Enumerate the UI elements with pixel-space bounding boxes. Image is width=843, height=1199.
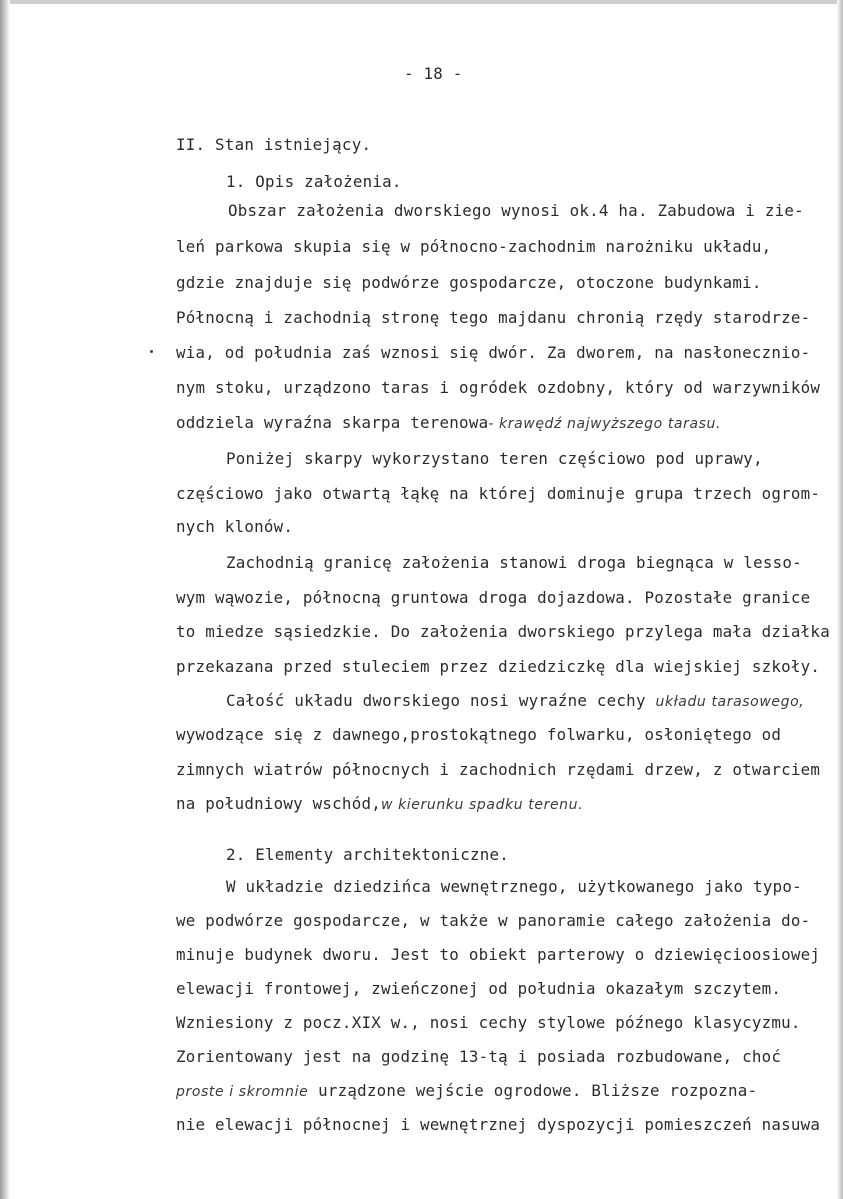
margin-dot	[150, 350, 153, 353]
text-line: nie elewacji północnej i wewnętrznej dyspozycji pomieszczeń nasuwa	[176, 1115, 821, 1134]
typed-text: na południowy wschód,	[176, 794, 381, 813]
text-line: Poniżej skarpy wykorzystano teren częściowo pod uprawy,	[226, 449, 763, 468]
typed-text: urządzone wejście ogrodowe. Bliższe rozpozna-	[318, 1081, 758, 1100]
handwritten-annotation: - krawędź najwyższego tarasu.	[488, 416, 722, 432]
text-line: przekazana przed stuleciem przez dziedziczkę dla wiejskiej szkoły.	[176, 657, 821, 676]
text-line: Północną i zachodnią stronę tego majdanu chronią rzędy starodrze-	[176, 308, 811, 327]
text-line: Zachodnią granicę założenia stanowi droga biegnąca w lesso-	[226, 553, 802, 572]
text-line: Wzniesiony z pocz.XIX w., nosi cechy stylowe późnego klasycyzmu.	[176, 1013, 801, 1032]
page-top-edge	[0, 0, 843, 4]
text-line: wia, od południa zaś wznosi się dwór. Za dworem, na nasłonecznio-	[176, 343, 811, 362]
subsection-heading-1: 1. Opis założenia.	[226, 172, 402, 191]
text-line: minuje budynek dworu. Jest to obiekt parterowy o dziewięcioosiowej	[176, 945, 821, 964]
text-line: wywodzące się z dawnego,prostokątnego folwarku, osłoniętego od	[176, 725, 782, 744]
handwritten-annotation: układu tarasowego,	[655, 694, 805, 710]
text-line: częściowo jako otwartą łąkę na której dominuje grupa trzech ogrom-	[176, 484, 821, 503]
typed-text: oddziela wyraźna skarpa terenowa	[176, 413, 489, 432]
text-line	[176, 1081, 757, 1102]
text-line: wym wąwozie, północną gruntowa droga dojazdowa. Pozostałe granice	[176, 588, 811, 607]
text-line: Obszar założenia dworskiego wynosi ok.4 ha. Zabudowa i zie-	[228, 201, 804, 220]
text-line: gdzie znajduje się podwórze gospodarcze, otoczone budynkami.	[176, 273, 762, 292]
handwritten-annotation: proste i skromnie	[176, 1084, 309, 1100]
section-heading: II. Stan istniejący.	[176, 135, 372, 154]
text-line: to miedze sąsiedzkie. Do założenia dworskiego przylega mała działka	[176, 622, 830, 641]
typed-text: Całość układu dworskiego nosi wyraźne cechy	[226, 691, 646, 710]
page-number: - 18 -	[404, 64, 463, 83]
text-line: leń parkowa skupia się w północno-zachodnim narożniku układu,	[176, 237, 772, 256]
text-line: we podwórze gospodarcze, w także w panoramie całego założenia do-	[176, 911, 811, 930]
subsection-heading-2: 2. Elementy architektoniczne.	[226, 845, 510, 864]
handwritten-annotation: w kierunku spadku terenu.	[380, 797, 584, 813]
text-line: nych klonów.	[176, 517, 294, 536]
text-line: zimnych wiatrów północnych i zachodnich rzędami drzew, z otwarciem	[176, 760, 821, 779]
text-line	[176, 794, 583, 815]
text-line: Zorientowany jest na godzinę 13-tą i posiada rozbudowane, choć	[176, 1047, 782, 1066]
text-line	[226, 691, 804, 712]
text-line: elewacji frontowej, zwieńczonej od południa okazałym szczytem.	[176, 979, 782, 998]
text-line	[176, 413, 721, 434]
text-line: nym stoku, urządzono taras i ogródek ozdobny, który od warzywników	[176, 378, 821, 397]
page-left-edge	[0, 0, 10, 1199]
page-right-edge	[837, 0, 843, 1199]
text-line: W układzie dziedzińca wewnętrznego, użytkowanego jako typo-	[226, 877, 802, 896]
